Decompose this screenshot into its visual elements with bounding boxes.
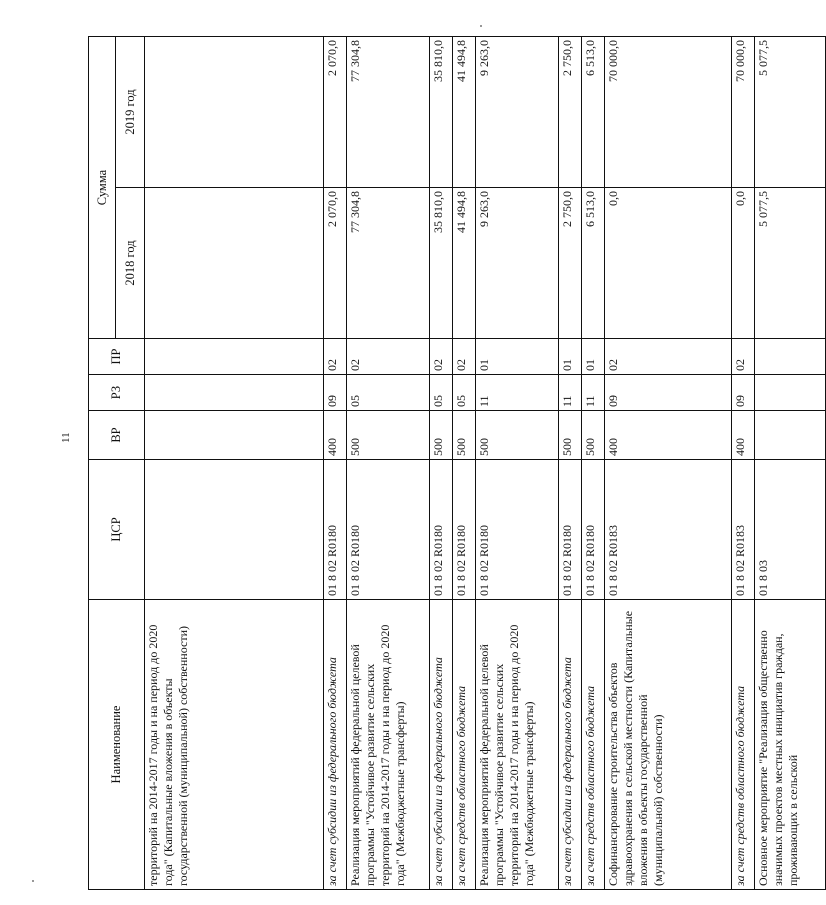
row-pr: 01 xyxy=(582,339,605,375)
row-pr: 01 xyxy=(559,339,582,375)
row-csr: 01 8 02 R0180 xyxy=(324,460,347,600)
row-rz: 11 xyxy=(476,375,559,411)
row-pr: 02 xyxy=(347,339,430,375)
header-name: Наименование xyxy=(89,600,145,890)
row-name: Софинансирование строительства объектов здравоохранения в сельской местности (Капитальные вложения в объекты государственной (муниципальной) собственности) xyxy=(605,600,732,890)
row-2019: 2 070,0 xyxy=(324,37,347,188)
row-pr: 02 xyxy=(324,339,347,375)
row-vr: 400 xyxy=(605,411,732,460)
row-pr: 02 xyxy=(430,339,453,375)
row-name: за счет средств областного бюджета xyxy=(732,600,755,890)
table-row xyxy=(453,37,476,890)
row-2018: 41 494,8 xyxy=(453,188,476,339)
row-2019 xyxy=(145,37,324,188)
row-pr: 02 xyxy=(453,339,476,375)
row-rz xyxy=(755,375,826,411)
row-name: Основное мероприятие "Реализация общественно значимых проектов местных инициатив граждан, проживающих в сельской xyxy=(755,600,826,890)
table-row xyxy=(430,37,453,890)
row-csr: 01 8 02 R0180 xyxy=(430,460,453,600)
row-csr: 01 8 02 R0180 xyxy=(476,460,559,600)
row-2018: 0,0 xyxy=(732,188,755,339)
table-row xyxy=(755,37,826,890)
header-pr: ПР xyxy=(89,339,145,375)
table-row xyxy=(347,37,430,890)
table-row xyxy=(559,37,582,890)
header-vr: ВР xyxy=(89,411,145,460)
row-rz: 05 xyxy=(430,375,453,411)
header-2019: 2019 год xyxy=(116,37,145,188)
row-rz: 09 xyxy=(605,375,732,411)
row-csr: 01 8 02 R0180 xyxy=(453,460,476,600)
rotated-table-wrapper xyxy=(88,37,800,890)
header-sum: Сумма xyxy=(89,37,116,339)
row-2019: 9 263,0 xyxy=(476,37,559,188)
table-row xyxy=(476,37,559,890)
row-pr: 02 xyxy=(732,339,755,375)
table-row xyxy=(582,37,605,890)
row-rz: 11 xyxy=(582,375,605,411)
row-name: за счет субсидии из федерального бюджета xyxy=(559,600,582,890)
row-vr xyxy=(145,411,324,460)
row-2018 xyxy=(145,188,324,339)
row-name: за счет средств областного бюджета xyxy=(453,600,476,890)
row-vr: 500 xyxy=(476,411,559,460)
row-2018: 9 263,0 xyxy=(476,188,559,339)
row-pr: 02 xyxy=(605,339,732,375)
row-vr: 500 xyxy=(582,411,605,460)
row-csr: 01 8 02 R0180 xyxy=(582,460,605,600)
row-csr: 01 8 02 R0183 xyxy=(732,460,755,600)
row-csr xyxy=(145,460,324,600)
table-row xyxy=(324,37,347,890)
row-2019: 77 304,8 xyxy=(347,37,430,188)
row-name: за счет субсидии из федерального бюджета xyxy=(430,600,453,890)
row-vr: 500 xyxy=(453,411,476,460)
row-name: за счет средств областного бюджета xyxy=(582,600,605,890)
table-row xyxy=(732,37,755,890)
page-number: 11 xyxy=(60,432,72,443)
budget-table xyxy=(88,36,826,890)
scan-speck xyxy=(480,25,482,27)
row-2018: 2 750,0 xyxy=(559,188,582,339)
row-name: территорий на 2014-2017 годы и на период до 2020 года" (Капитальные вложения в объекты государственной (муниципальной) собственности) xyxy=(145,600,324,890)
row-2018: 0,0 xyxy=(605,188,732,339)
row-csr: 01 8 02 R0180 xyxy=(559,460,582,600)
row-2019: 2 750,0 xyxy=(559,37,582,188)
row-pr: 01 xyxy=(476,339,559,375)
row-name: Реализация мероприятий федеральной целевой программы "Устойчивое развитие сельских территорий на 2014-2017 годы и на период до 2020 года" (Межбюджетные трансферты) xyxy=(347,600,430,890)
table-row xyxy=(605,37,732,890)
row-vr: 500 xyxy=(347,411,430,460)
row-csr: 01 8 03 xyxy=(755,460,826,600)
row-rz xyxy=(145,375,324,411)
row-pr xyxy=(145,339,324,375)
header-rz: РЗ xyxy=(89,375,145,411)
row-name: за счет субсидии из федерального бюджета xyxy=(324,600,347,890)
row-vr xyxy=(755,411,826,460)
row-2019: 70 000,0 xyxy=(605,37,732,188)
row-rz: 05 xyxy=(453,375,476,411)
row-vr: 400 xyxy=(324,411,347,460)
row-2018: 35 810,0 xyxy=(430,188,453,339)
row-rz: 09 xyxy=(732,375,755,411)
row-csr: 01 8 02 R0183 xyxy=(605,460,732,600)
row-2018: 6 513,0 xyxy=(582,188,605,339)
row-2018: 77 304,8 xyxy=(347,188,430,339)
row-2019: 70 000,0 xyxy=(732,37,755,188)
row-vr: 500 xyxy=(430,411,453,460)
row-2019: 41 494,8 xyxy=(453,37,476,188)
row-csr: 01 8 02 R0180 xyxy=(347,460,430,600)
row-vr: 400 xyxy=(732,411,755,460)
table-row xyxy=(145,37,324,890)
scan-speck xyxy=(32,880,34,882)
row-rz: 09 xyxy=(324,375,347,411)
row-2019: 35 810,0 xyxy=(430,37,453,188)
row-vr: 500 xyxy=(559,411,582,460)
row-name: Реализация мероприятий федеральной целевой программы "Устойчивое развитие сельских территорий на 2014-2017 годы и на период до 2020 года" (Межбюджетные трансферты) xyxy=(476,600,559,890)
header-row xyxy=(89,37,116,890)
row-pr xyxy=(755,339,826,375)
row-rz: 05 xyxy=(347,375,430,411)
row-2019: 5 077,5 xyxy=(755,37,826,188)
row-2019: 6 513,0 xyxy=(582,37,605,188)
header-2018: 2018 год xyxy=(116,188,145,339)
row-2018: 5 077,5 xyxy=(755,188,826,339)
header-csr: ЦСР xyxy=(89,460,145,600)
row-rz: 11 xyxy=(559,375,582,411)
row-2018: 2 070,0 xyxy=(324,188,347,339)
